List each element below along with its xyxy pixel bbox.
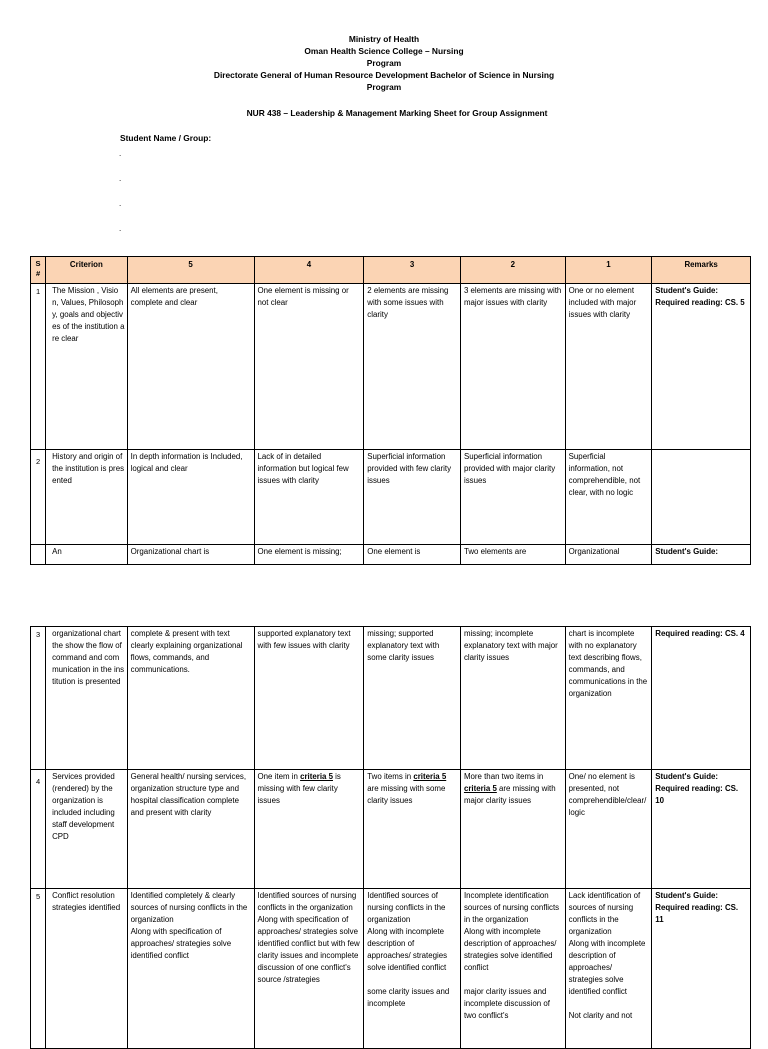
score-4-text: One item in <box>257 772 301 781</box>
criteria-reference: criteria 5 <box>300 772 333 781</box>
table-row <box>31 889 751 1049</box>
remarks-cell: Student's Guide: <box>652 545 751 565</box>
score-3-cell: Superficial information provided with few clarity issues <box>364 450 461 545</box>
score-4-text: is missing with few clarity issues <box>257 772 341 805</box>
blank-line-dot: . <box>119 224 122 233</box>
score-1-cell: One or no element included with major issues with clarity <box>565 284 652 450</box>
table-row <box>31 284 751 450</box>
score-2-text: are missing with major clarity issues <box>463 784 556 805</box>
criteria-reference: criteria 5 <box>463 784 497 793</box>
column-header-remarks: Remarks <box>652 257 751 284</box>
column-header-number: S # <box>31 257 46 284</box>
criterion-cell: History and origin of the institution is presented <box>46 450 128 545</box>
blank-line-dot: . <box>119 199 122 208</box>
column-header-score-3: 3 <box>364 257 461 284</box>
score-2-cell: 3 elements are missing with major issues with clarity <box>460 284 565 450</box>
score-1-cell: Lack identification of sources of nursing conflicts in the organization Along with incomplete description of approaches/ strategies solve identified conflict Not clarity and not <box>565 889 652 1049</box>
criterion-cell: The Mission , Vision, Values, Philosophy, goals and objectives of the institution are clear <box>46 284 128 450</box>
score-3-cell <box>364 770 461 889</box>
criterion-cell: Services provided (rendered) by the organization is included including staff development CPD <box>46 770 128 889</box>
table-row <box>31 545 751 565</box>
row-number: 2 <box>31 450 46 545</box>
student-name-label: Student Name / Group: <box>120 133 212 143</box>
criterion-cell: An <box>46 545 128 565</box>
score-2-cell: Superficial information provided with major clarity issues <box>460 450 565 545</box>
score-4-cell: supported explanatory text with few issues with clarity <box>254 627 364 770</box>
score-1-cell: One/ no element is presented, not comprehendible/clear/ logic <box>565 770 652 889</box>
criterion-cell: organizational chart the show the flow of command and communication in the institution is presented <box>46 627 128 770</box>
score-5-cell: Identified completely & clearly sources of nursing conflicts in the organization Along with specification of approaches/ strategies solve identified conflict <box>127 889 254 1049</box>
row-number: 3 <box>31 627 46 770</box>
score-4-cell: One element is missing or not clear <box>254 284 364 450</box>
blank-line-dot: . <box>119 149 122 158</box>
document-header <box>0 33 768 93</box>
score-1-cell: chart is incomplete with no explanatory text describing flows, commands, and communications in the organization <box>565 627 652 770</box>
score-1-cell: Organizational <box>565 545 652 565</box>
score-5-cell: In depth information is Included, logical and clear <box>127 450 254 545</box>
table-row <box>31 627 751 770</box>
table-header-row <box>31 257 751 284</box>
course-title: NUR 438 – Leadership & Management Marking Sheet for Group Assignment <box>246 108 548 118</box>
remarks-cell: Required reading: CS. 4 <box>652 627 751 770</box>
column-header-criterion: Criterion <box>46 257 128 284</box>
row-number: 5 <box>31 889 46 1049</box>
score-3-cell: missing; supported explanatory text with some clarity issues <box>364 627 461 770</box>
header-line-program: Program <box>366 58 402 68</box>
row-number <box>31 545 46 565</box>
marking-table <box>30 256 751 565</box>
remarks-cell <box>652 450 751 545</box>
header-line-ministry: Ministry of Health <box>348 34 420 44</box>
score-2-cell: Two elements are <box>460 545 565 565</box>
marking-table-continued <box>30 626 751 1049</box>
score-5-cell: General health/ nursing services, organization structure type and hospital classification complete and present with clarity <box>127 770 254 889</box>
remarks-cell: Student's Guide: Required reading: CS. 10 <box>652 770 751 889</box>
score-1-cell: Superficial information, not comprehendible, not clear, with no logic <box>565 450 652 545</box>
score-4-cell <box>254 770 364 889</box>
header-line-college: Oman Health Science College – Nursing <box>304 46 464 56</box>
score-2-cell: Incomplete identification sources of nursing conflicts in the organization Along with incomplete description of approaches/ strategies solve identified conflict major clarity issues and incomplete discussion of two conflict's <box>460 889 565 1049</box>
score-3-cell: 2 elements are missing with some issues with clarity <box>364 284 461 450</box>
score-4-cell: Identified sources of nursing conflicts in the organization Along with specification of approaches/ strategies solve identified conflict but with few clarity issues and incomplete discussion of one conflict's source /strategies <box>254 889 364 1049</box>
header-line-program-2: Program <box>366 82 402 92</box>
criterion-cell: Conflict resolution strategies identified <box>46 889 128 1049</box>
row-number: 4 <box>31 770 46 889</box>
remarks-cell: Student's Guide: Required reading: CS. 5 <box>652 284 751 450</box>
row-number: 1 <box>31 284 46 450</box>
score-2-cell <box>460 770 565 889</box>
score-3-cell: Identified sources of nursing conflicts in the organization Along with incomplete description of approaches/ strategies solve identified conflict some clarity issues and incomplete <box>364 889 461 1049</box>
score-5-cell: complete & present with text clearly explaining organizational flows, commands, and communications. <box>127 627 254 770</box>
score-3-text: are missing with some clarity issues <box>367 784 446 805</box>
score-4-cell: One element is missing; <box>254 545 364 565</box>
score-5-cell: All elements are present, complete and clear <box>127 284 254 450</box>
column-header-score-2: 2 <box>460 257 565 284</box>
header-line-directorate: Directorate General of Human Resource Development Bachelor of Science in Nursing <box>213 70 555 80</box>
criteria-reference: criteria 5 <box>413 772 447 781</box>
blank-line-dot: . <box>119 174 122 183</box>
column-header-score-5: 5 <box>127 257 254 284</box>
table-row <box>31 770 751 889</box>
remarks-cell: Student's Guide: Required reading: CS. 11 <box>652 889 751 1049</box>
score-5-cell: Organizational chart is <box>127 545 254 565</box>
column-header-score-1: 1 <box>565 257 652 284</box>
column-header-score-4: 4 <box>254 257 364 284</box>
score-2-cell: missing; incomplete explanatory text with major clarity issues <box>460 627 565 770</box>
score-4-cell: Lack of in detailed information but logical few issues with clarity <box>254 450 364 545</box>
score-3-cell: One element is <box>364 545 461 565</box>
table-row <box>31 450 751 545</box>
score-2-text: More than two items in <box>463 772 544 781</box>
score-3-text: Two items in <box>367 772 414 781</box>
